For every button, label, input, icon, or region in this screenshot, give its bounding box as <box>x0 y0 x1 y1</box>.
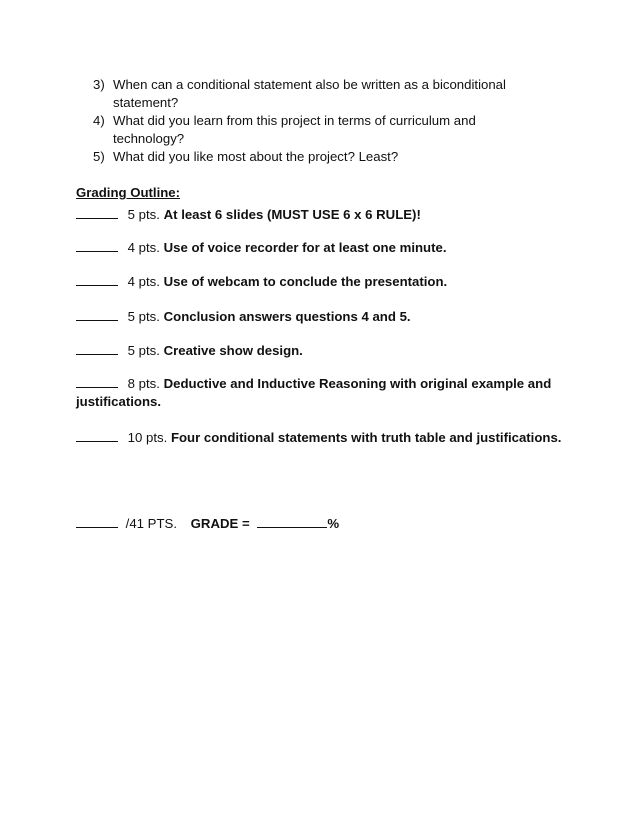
grade-blank <box>257 515 327 528</box>
grading-row <box>76 308 566 326</box>
points-label: 8 pts. <box>127 376 160 391</box>
score-blank <box>76 375 118 388</box>
criterion-text: Creative show design. <box>163 343 303 358</box>
grading-row <box>76 273 566 291</box>
criterion-text: Deductive and Inductive Reasoning with original example and <box>163 376 552 391</box>
criterion-text-continued: justifications. <box>76 394 161 409</box>
grading-row <box>76 429 566 447</box>
score-blank <box>76 342 118 355</box>
criterion-text: Four conditional statements with truth table and justifications. <box>170 430 562 445</box>
score-blank <box>76 429 118 442</box>
score-blank <box>76 273 118 286</box>
grading-row <box>76 239 566 257</box>
criterion-text: Use of webcam to conclude the presentation. <box>163 274 448 289</box>
question-list <box>93 76 553 166</box>
score-blank <box>76 206 118 219</box>
grading-outline-heading: Grading Outline: <box>76 185 181 200</box>
question-item <box>93 148 553 166</box>
points-label: 5 pts. <box>127 207 160 222</box>
criterion-text: At least 6 slides (MUST USE 6 x 6 RULE)! <box>163 207 421 222</box>
total-score-blank <box>76 515 118 528</box>
score-blank <box>76 239 118 252</box>
grading-row <box>76 206 566 224</box>
points-label: 4 pts. <box>127 274 160 289</box>
score-blank <box>76 308 118 321</box>
grading-row <box>76 375 566 411</box>
points-label: 4 pts. <box>127 240 160 255</box>
percent-sign: % <box>327 516 340 531</box>
question-number: 3) <box>93 77 105 92</box>
total-points-label: /41 PTS. <box>125 516 177 531</box>
question-number: 5) <box>93 149 105 164</box>
criterion-text: Conclusion answers questions 4 and 5. <box>163 309 411 324</box>
points-label: 5 pts. <box>127 309 160 324</box>
question-item <box>93 76 553 112</box>
points-label: 5 pts. <box>127 343 160 358</box>
grade-label: GRADE = <box>190 516 250 531</box>
question-text: What did you learn from this project in terms of curriculum and technology? <box>113 113 476 146</box>
grading-row <box>76 342 566 360</box>
question-number: 4) <box>93 113 105 128</box>
total-score-row <box>76 515 339 533</box>
points-label: 10 pts. <box>127 430 168 445</box>
question-item <box>93 112 553 148</box>
question-text: When can a conditional statement also be written as a biconditional statement? <box>113 77 506 110</box>
criterion-text: Use of voice recorder for at least one minute. <box>163 240 447 255</box>
question-text: What did you like most about the project? Least? <box>113 149 399 164</box>
